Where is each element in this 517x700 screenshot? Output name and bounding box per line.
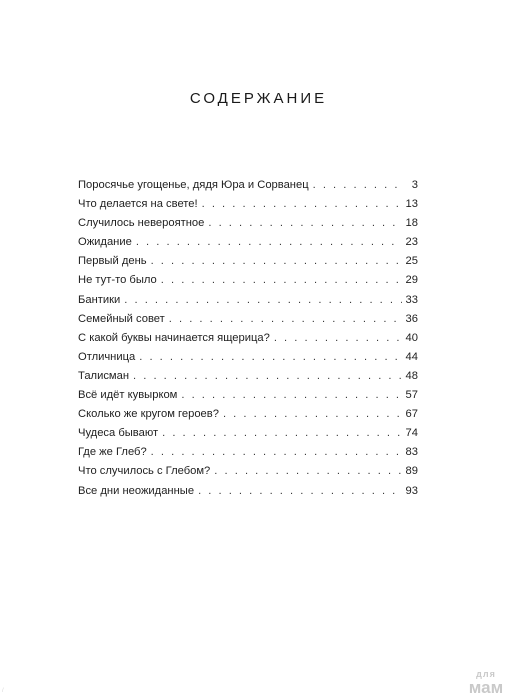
toc-entry-page: 83 [405,446,418,459]
dot-leader [169,310,402,329]
toc-entry-title: Случилось невероятное [78,217,205,230]
toc-entry-page: 44 [405,350,418,363]
dot-leader [136,233,402,252]
toc-entry-page: 48 [405,369,418,382]
dot-leader [161,271,402,290]
toc-entry-title: Поросячье угощенье, дядя Юра и Сорванец [78,179,309,191]
dot-leader [202,195,402,214]
toc-entry [78,367,418,386]
toc-entry-title: Талисман [78,369,130,382]
toc-entry-page: 89 [405,465,418,478]
watermark-top-text: для [476,669,496,679]
toc-entry [78,310,418,329]
toc-entry-title: Что случилось с Глебом? [78,465,211,478]
toc-entry-title: Отличница [78,350,136,363]
dot-leader [151,443,402,462]
dot-leader [181,386,401,405]
toc-entry-page: 29 [405,274,418,287]
toc-entry-title: Ожидание [78,236,132,249]
toc-entry [78,348,418,367]
toc-entry-page: 74 [405,427,418,440]
toc-entry-title: Что делается на свете! [78,198,198,211]
dot-leader [214,462,401,481]
toc-entry-title: Первый день [78,255,147,268]
toc-entry [78,176,418,195]
corner-mark: / [2,688,4,694]
toc-entry-page: 3 [411,179,418,191]
toc-entry [78,386,418,405]
toc-entry-title: Все дни неожиданные [78,484,195,497]
toc-entry-title: Семейный совет [78,312,165,325]
toc-entry-page: 33 [405,293,418,306]
toc-entry-page: 57 [405,389,418,402]
toc-entry [78,271,418,290]
toc-entry-page: 40 [405,331,418,344]
toc-entry [78,329,418,348]
toc-entry-title: Всё идёт кувырком [78,389,178,402]
dot-leader [274,329,402,348]
toc-entry [78,443,418,462]
toc-entry-page: 93 [405,484,418,497]
contents-heading: СОДЕРЖАНИЕ [189,90,328,107]
dot-leader [151,252,402,271]
toc-entry-page: 13 [405,198,418,211]
toc-entry-page: 25 [405,255,418,268]
toc-entry [78,405,418,424]
table-of-contents [78,176,418,501]
toc-entry [78,233,418,252]
toc-entry [78,424,418,443]
toc-entry [78,214,418,233]
dot-leader [124,291,401,310]
dot-leader [139,348,401,367]
dot-leader [313,176,402,195]
watermark-bottom-text: мам [468,678,504,697]
dot-leader [198,482,401,501]
site-watermark-logo [463,670,509,696]
toc-entry-title: С какой буквы начинается ящерица? [78,331,270,344]
dot-leader [208,214,401,233]
toc-entry-title: Бантики [78,293,121,306]
toc-entry [78,482,418,501]
toc-entry [78,462,418,481]
toc-entry-page: 67 [405,408,418,421]
dot-leader [223,405,402,424]
toc-entry-page: 36 [405,312,418,325]
toc-entry-page: 23 [405,236,418,249]
toc-entry [78,195,418,214]
dot-leader [133,367,402,386]
toc-entry [78,252,418,271]
toc-entry-title: Сколько же кругом героев? [78,408,219,421]
toc-entry [78,291,418,310]
toc-entry-page: 18 [405,217,418,230]
dot-leader [162,424,401,443]
toc-entry-title: Чудеса бывают [78,427,159,440]
toc-entry-title: Не тут-то было [78,274,157,287]
toc-entry-title: Где же Глеб? [78,446,147,459]
